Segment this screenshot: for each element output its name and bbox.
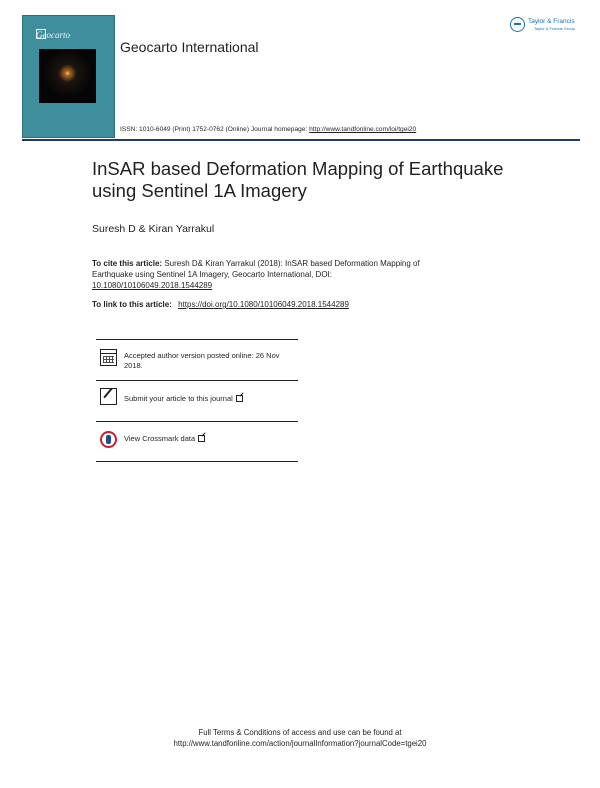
cover-satellite-image (39, 49, 96, 103)
citation-block (92, 258, 452, 291)
issn-line (120, 126, 416, 133)
article-link-label: To link to this article: (92, 300, 172, 309)
submit-article-link[interactable] (124, 394, 294, 404)
submit-article-label[interactable]: Submit your article to this journal (124, 394, 233, 403)
citation-doi-link[interactable]: 10.1080/10106049.2018.1544289 (92, 281, 213, 290)
citation-label: To cite this article: (92, 259, 163, 268)
publisher-tagline: Taylor & Francis Group (534, 26, 575, 31)
publisher-name: Taylor & Francis (528, 18, 575, 25)
info-box-top-divider (96, 339, 298, 340)
article-authors: Suresh D & Kiran Yarrakul (92, 223, 215, 235)
footer (0, 727, 600, 749)
citation-text: Suresh D& Kiran Yarrakul (2018): InSAR based Deformation Mapping of Earthquake using Sentinel 1A Imagery, Geocarto International, DOI: (92, 259, 420, 279)
external-link-icon (198, 435, 205, 442)
article-title: InSAR based Deformation Mapping of Earthquake using Sentinel 1A Imagery (92, 158, 504, 201)
issn-text: ISSN: 1010-6049 (Print) 1752-0762 (Online) Journal homepage: (120, 126, 308, 133)
crossmark-icon[interactable] (100, 431, 117, 448)
info-row-divider (96, 421, 298, 422)
journal-cover-image (22, 15, 115, 138)
external-link-icon (236, 395, 243, 402)
journal-homepage-link[interactable]: http://www.tandfonline.com/loi/tgei20 (309, 126, 417, 133)
journal-title: Geocarto International (120, 39, 259, 55)
footer-terms-text: Full Terms & Conditions of access and use can be found at (198, 728, 402, 737)
info-box-bottom-divider (96, 461, 298, 462)
footer-terms-url[interactable]: http://www.tandfonline.com/action/journalInformation?journalCode=tgei20 (173, 739, 427, 748)
article-link-line (92, 300, 349, 309)
crossmark-label[interactable]: View Crossmark data (124, 434, 196, 443)
header-divider (22, 139, 580, 141)
taylor-francis-logo-icon (510, 17, 525, 32)
pencil-icon[interactable] (100, 388, 117, 405)
publisher-logo (510, 15, 586, 37)
article-doi-link[interactable]: https://doi.org/10.1080/10106049.2018.1544289 (178, 300, 349, 309)
accepted-version-text: Accepted author version posted online: 26 Nov 2018. (124, 351, 280, 370)
crossmark-link[interactable] (124, 434, 294, 444)
calendar-icon (100, 349, 117, 366)
info-row-divider (96, 380, 298, 381)
cover-title: Geocarto (36, 30, 70, 40)
